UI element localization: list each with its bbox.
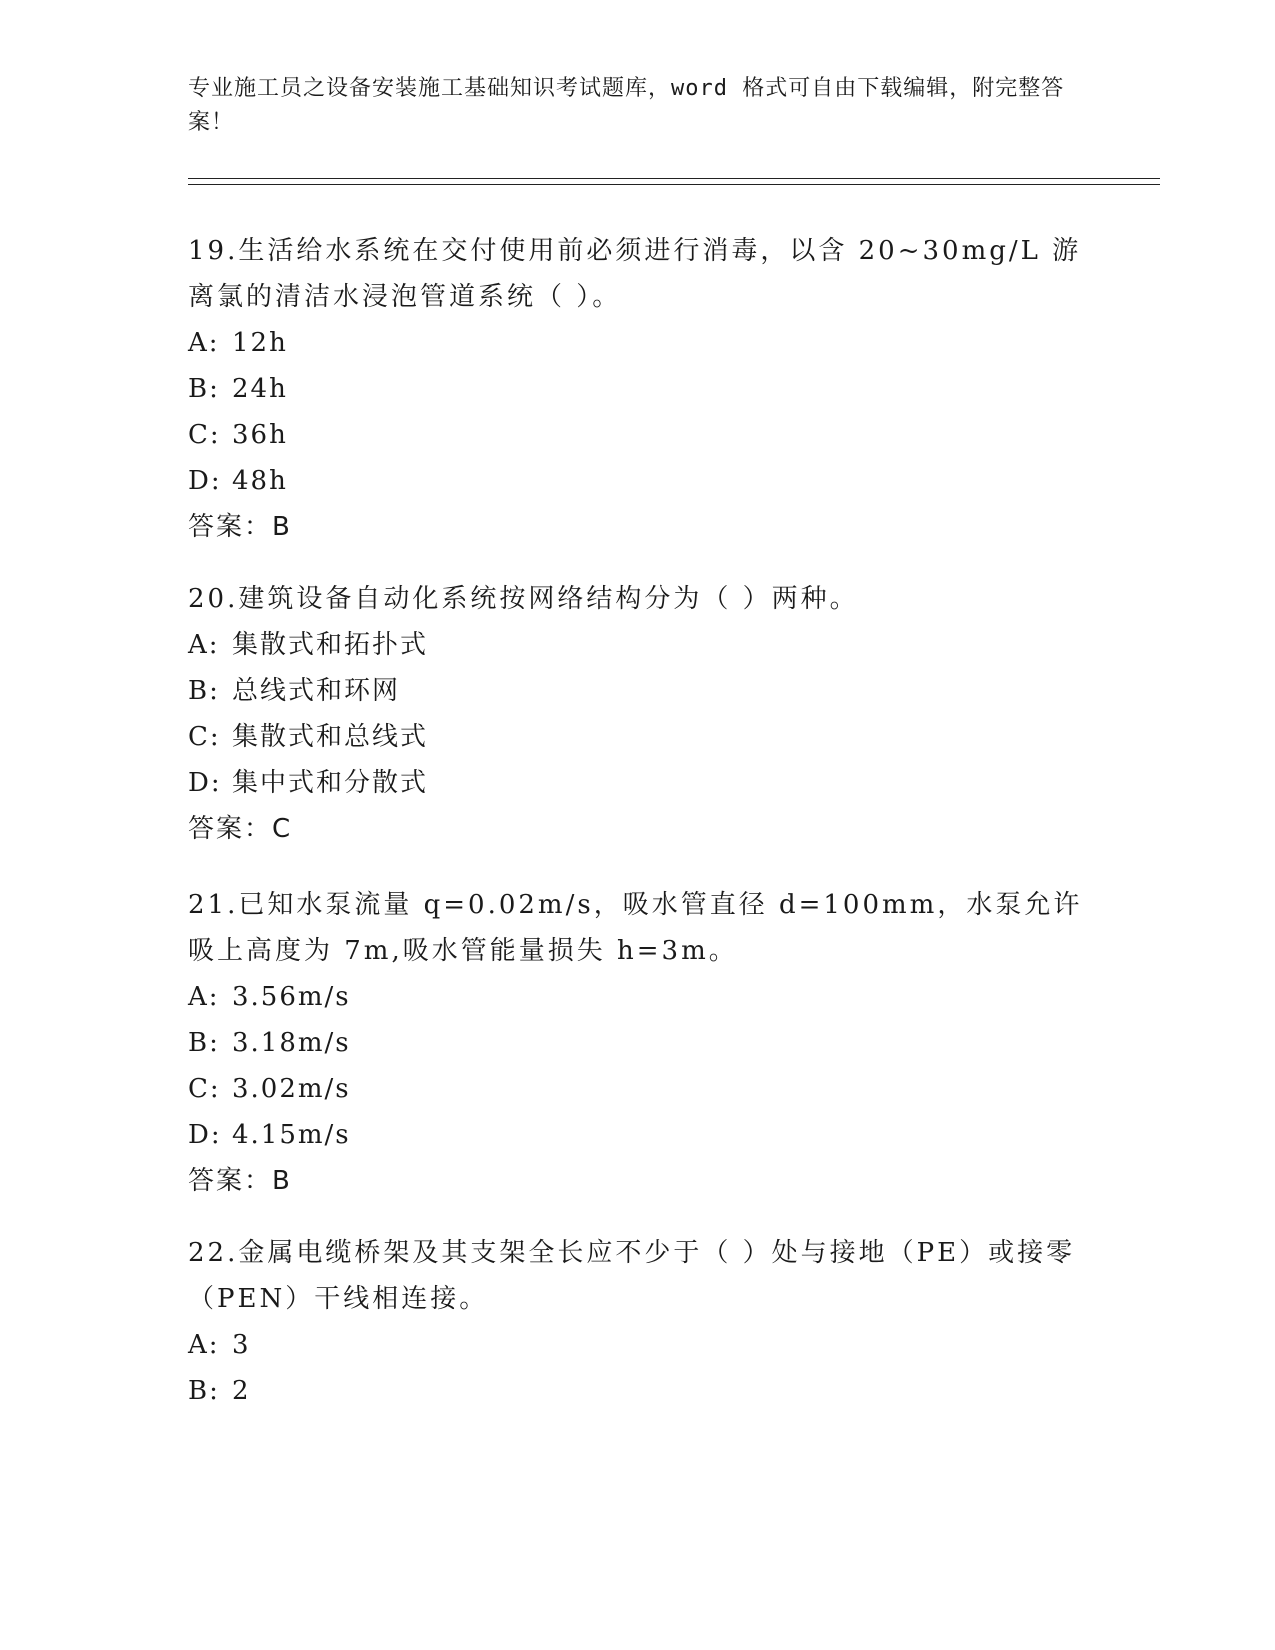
option-d <box>188 1112 1088 1158</box>
option-text: 集散式和总线式 <box>232 722 429 752</box>
question-20 <box>188 576 1088 852</box>
option-b <box>188 366 1088 412</box>
question-22 <box>188 1230 1088 1414</box>
option-text: 24h <box>232 374 288 404</box>
option-a <box>188 974 1088 1020</box>
question-21 <box>188 882 1088 1204</box>
option-text: 3.18m/s <box>232 1028 351 1058</box>
option-key: B: <box>188 1028 220 1058</box>
option-d <box>188 458 1088 504</box>
option-text: 集中式和分散式 <box>232 768 429 798</box>
option-a <box>188 320 1088 366</box>
answer-line: 答案：C <box>188 814 293 844</box>
option-a <box>188 1322 1088 1368</box>
option-key: C: <box>188 420 221 450</box>
option-text: 48h <box>232 466 288 496</box>
question-19 <box>188 228 1088 550</box>
option-key: A: <box>188 982 220 1012</box>
option-text: 2 <box>232 1376 251 1406</box>
option-text: 36h <box>232 420 288 450</box>
option-b <box>188 1020 1088 1066</box>
question-stem: 22.金属电缆桥架及其支架全长应不少于（ ）处与接地（PE）或接零（PEN）干线相连接。 <box>188 1238 1076 1314</box>
question-stem: 19.生活给水系统在交付使用前必须进行消毒，以含 20~30mg/L 游离氯的清洁水浸泡管道系统（ ）。 <box>188 236 1082 312</box>
option-key: A: <box>188 328 220 358</box>
question-stem: 20.建筑设备自动化系统按网络结构分为（ ）两种。 <box>188 584 859 614</box>
option-key: D: <box>188 1120 222 1150</box>
document-header: 专业施工员之设备安装施工基础知识考试题库，word 格式可自由下载编辑，附完整答案！ <box>188 76 1065 135</box>
option-text: 3.56m/s <box>232 982 351 1012</box>
option-c <box>188 412 1088 458</box>
option-key: B: <box>188 676 220 706</box>
option-text: 3.02m/s <box>232 1074 351 1104</box>
question-stem: 21.已知水泵流量 q=0.02m/s，吸水管直径 d=100mm，水泵允许吸上高度为 7m,吸水管能量损失 h=3m。 <box>188 890 1083 966</box>
option-key: B: <box>188 1376 220 1406</box>
option-key: D: <box>188 466 222 496</box>
option-a <box>188 622 1088 668</box>
option-key: C: <box>188 722 221 752</box>
option-text: 总线式和环网 <box>232 676 401 706</box>
option-b <box>188 668 1088 714</box>
option-text: 12h <box>232 328 288 358</box>
option-key: C: <box>188 1074 221 1104</box>
header-rule-bottom <box>188 184 1160 185</box>
option-key: A: <box>188 630 220 660</box>
option-text: 集散式和拓扑式 <box>232 630 429 660</box>
option-d <box>188 760 1088 806</box>
option-text: 3 <box>232 1330 251 1360</box>
document-page <box>188 0 1148 1650</box>
option-key: A: <box>188 1330 220 1360</box>
answer-line: 答案：B <box>188 1166 292 1196</box>
answer-line: 答案：B <box>188 512 292 542</box>
option-text: 4.15m/s <box>232 1120 351 1150</box>
option-key: B: <box>188 374 220 404</box>
option-key: D: <box>188 768 222 798</box>
header-rule-top <box>188 178 1160 179</box>
option-b <box>188 1368 1088 1414</box>
option-c <box>188 714 1088 760</box>
option-c <box>188 1066 1088 1112</box>
